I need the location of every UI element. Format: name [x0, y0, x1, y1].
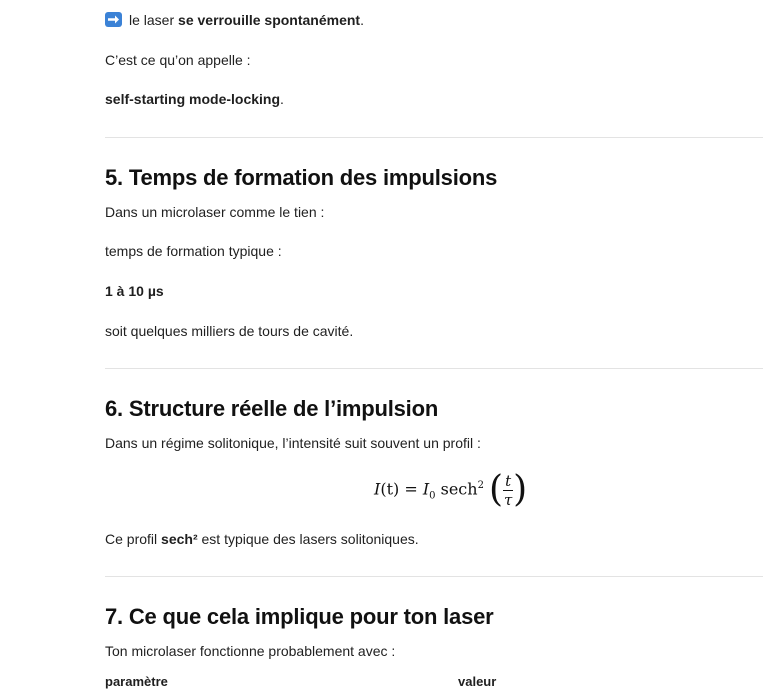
formula-arg: (t) — [380, 479, 400, 499]
formula-superscript: 2 — [477, 480, 484, 492]
sech-formula — [374, 470, 527, 514]
fraction-numerator: t — [505, 471, 512, 490]
term-line — [105, 90, 284, 108]
result-bold: se verrouille spontanément — [178, 12, 361, 28]
divider — [105, 368, 763, 369]
table-header-value: valeur — [458, 674, 497, 689]
result-period: . — [360, 12, 364, 28]
term-period: . — [280, 91, 284, 107]
right-arrow-icon — [105, 12, 122, 27]
paragraph: Dans un microlaser comme le tien : — [105, 204, 325, 220]
paragraph — [105, 530, 419, 548]
paragraph-text: Ce profil — [105, 531, 162, 547]
paragraph: Ton microlaser fonctionne probablement avec : — [105, 643, 396, 659]
result-line — [105, 11, 364, 29]
paragraph-bold: sech² — [161, 531, 198, 547]
formula-fraction — [503, 472, 513, 509]
formation-time-value: 1 à 10 µs — [105, 283, 164, 299]
paragraph: C’est ce qu’on appelle : — [105, 52, 251, 68]
section-5-heading: 5. Temps de formation des impulsions — [105, 165, 498, 190]
paragraph-text: est typique des lasers solitoniques. — [197, 531, 419, 547]
formula-paren: ( — [489, 469, 504, 510]
divider — [105, 137, 763, 138]
fraction-denominator: τ — [503, 490, 513, 509]
formula-symbol: I — [422, 479, 430, 499]
term-bold: self-starting mode-locking — [105, 91, 281, 107]
result-text: le laser — [129, 12, 179, 28]
formula-function: sech — [435, 479, 478, 499]
section-7-heading: 7. Ce que cela implique pour ton laser — [105, 604, 494, 629]
section-6-heading: 6. Structure réelle de l’impulsion — [105, 396, 439, 421]
formula-equals: = — [399, 479, 423, 499]
formula-subscript: 0 — [429, 490, 436, 502]
formula-paren: ) — [513, 469, 528, 510]
divider — [105, 576, 763, 577]
table-header-parameter: paramètre — [105, 674, 168, 689]
paragraph: Dans un régime solitonique, l’intensité suit souvent un profil : — [105, 435, 481, 451]
paragraph: soit quelques milliers de tours de cavité. — [105, 323, 354, 339]
paragraph: temps de formation typique : — [105, 243, 282, 259]
formula-symbol: I — [374, 479, 381, 499]
